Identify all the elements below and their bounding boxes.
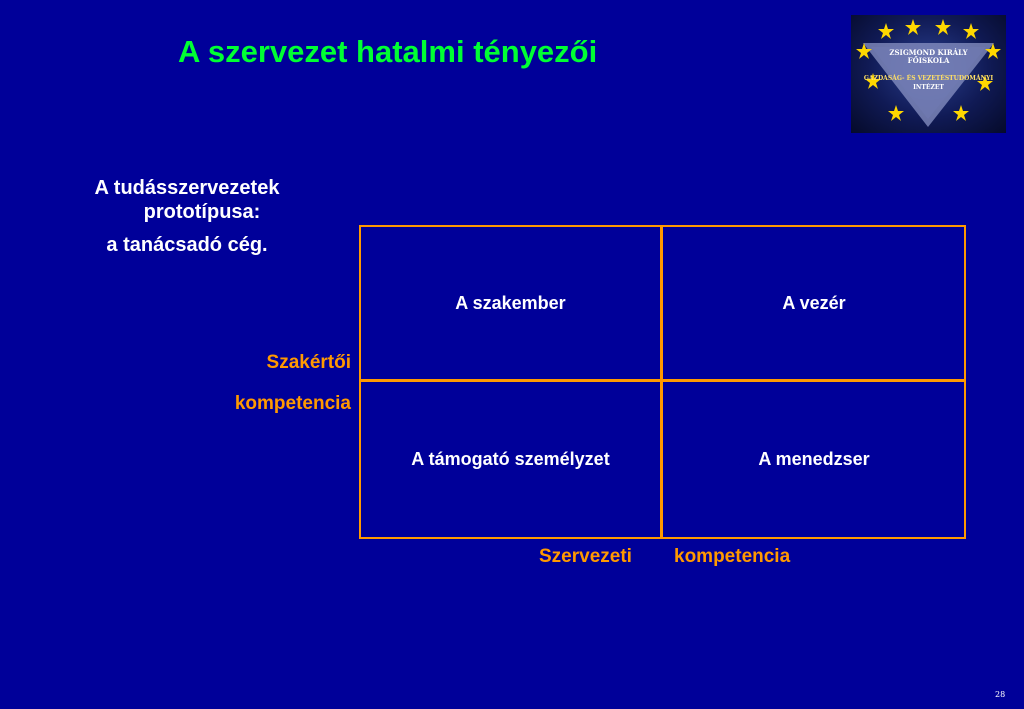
y-axis-label-line-1: Szakértői [266, 352, 351, 373]
slide-title: A szervezet hatalmi tényezői [178, 34, 598, 69]
page-number: 28 [995, 690, 1006, 699]
institution-logo [851, 15, 1006, 133]
matrix-cell-bottom-right: A menedzser [758, 449, 870, 469]
matrix-cell-top-right: A vezér [663, 227, 965, 382]
x-axis-label-word-2: kompetencia [674, 546, 791, 567]
intro-line-3: a tanácsadó cég. [106, 234, 268, 256]
matrix-cell-bottom-left: A támogató személyzet [361, 382, 663, 537]
logo-line-2: FŐISKOLA [907, 56, 950, 65]
y-axis-label-line-2: kompetencia [234, 393, 351, 414]
intro-line-1: A tudásszervezetek [94, 177, 280, 199]
x-axis-label-word-1: Szervezeti [539, 546, 632, 567]
logo-line-3: GAZDASÁG- ÉS VEZETÉSTUDOMÁNYI [863, 75, 994, 82]
intro-line-2: prototípusa: [143, 201, 261, 223]
logo-line-1: ZSIGMOND KIRÁLY [889, 48, 968, 57]
competence-matrix [359, 225, 966, 539]
matrix-cell-top-left: A szakember [361, 227, 663, 382]
logo-line-4: INTÉZET [913, 84, 944, 91]
logo-graphic [851, 15, 1006, 133]
intro-text [52, 176, 322, 257]
